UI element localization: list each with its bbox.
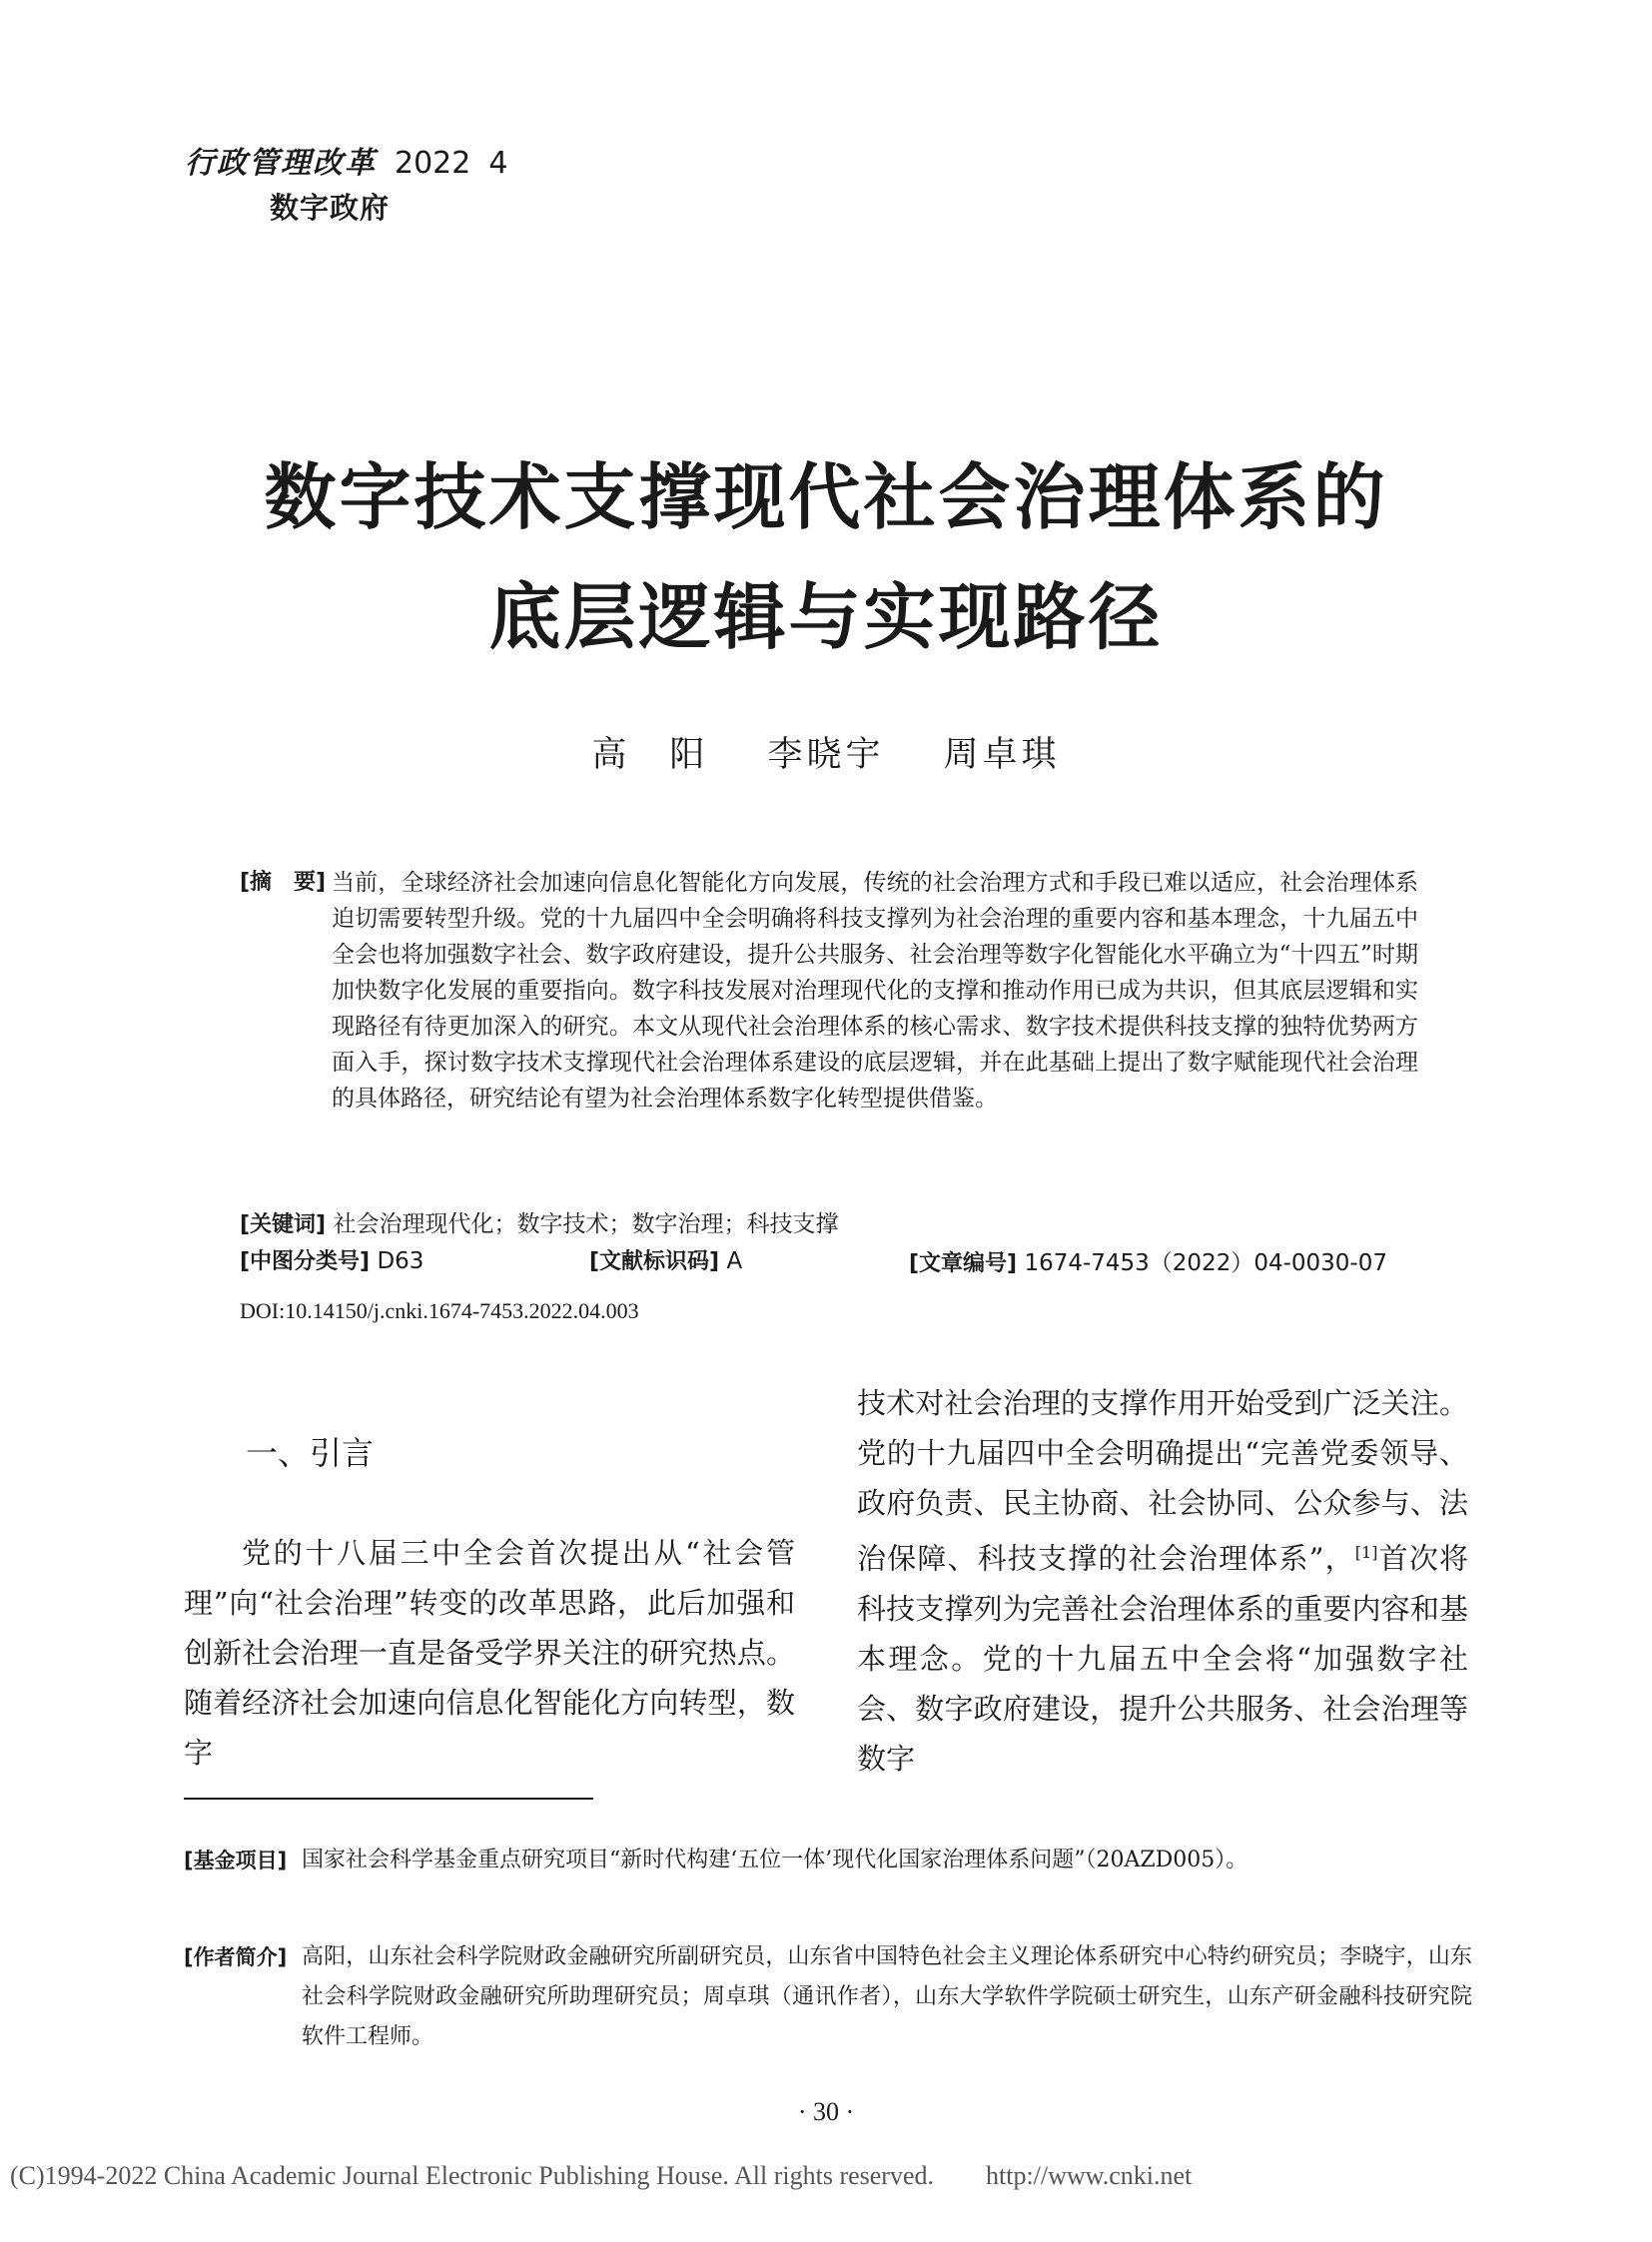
abstract-label: [摘 要] — [240, 870, 327, 895]
body-right-text-a: 技术对社会治理的支撑作用开始受到广泛关注。党的十九届四中全会明确提出“完善党委领导、政府负责、民主协商、社会协同、公众参与、法治保障、科技支撑的社会治理体系”， — [857, 1386, 1468, 1576]
journal-name: 行政管理改革 — [185, 146, 377, 181]
author-bio-label: [作者简介] — [184, 1945, 288, 1969]
doi: DOI:10.14150/j.cnki.1674-7453.2022.04.003 — [240, 1298, 639, 1323]
keywords-text: 社会治理现代化；数字技术；数字治理；科技支撑 — [333, 1211, 839, 1237]
journal-issue: 4 — [488, 146, 508, 181]
keywords — [240, 1206, 1418, 1243]
author-1: 高 阳 — [591, 735, 709, 775]
journal-header — [185, 138, 507, 182]
section-heading: 一、引言 — [246, 1434, 375, 1472]
doc-code-field — [589, 1244, 742, 1275]
abstract-text: 当前，全球经济社会加速向信息化智能化方向发展，传统的社会治理方式和手段已难以适应，社会治理体系迫切需要转型升级。党的十九届四中全会明确将科技支撑列为社会治理的重要内容和基本理念，十九届五中全会也将加强数字社会、数字政府建设，提升公共服务、社会治理等数字化智能化水平确立为“十四五”时期加快数字化发展的重要指向。数字科技发展对治理现代化的支撑和推动作用已成为共识，但其底层逻辑和实现路径有待更加深入的研究。本文从现代社会治理体系的核心需求、数字技术提供科技支撑的独特优势两方面入手，探讨数字技术支撑现代社会治理体系建设的底层逻辑，并在此基础上提出了数字赋能现代社会治理的具体路径，研究结论有望为社会治理体系数字化转型提供借鉴。 — [332, 870, 1418, 1112]
article-id-value: 1674-7453（2022）04-0030-07 — [1024, 1250, 1388, 1276]
body-right-paragraph — [857, 1378, 1468, 1784]
clc-field — [240, 1244, 423, 1275]
article-title-line-1: 数字技术支撑现代社会治理体系的 — [264, 455, 1388, 539]
clc-label: [中图分类号] — [240, 1249, 371, 1274]
body-left-paragraph: 党的十八届三中全会首次提出从“社会管理”向“社会治理”转变的改革思路，此后加强和创新社会治理一直是备受学界关注的研究热点。随着经济社会加速向信息化智能化方向转型，数字 — [184, 1536, 795, 1770]
clc-value: D63 — [377, 1248, 424, 1274]
doc-code-label: [文献标识码] — [589, 1249, 720, 1274]
footnote-divider — [184, 1798, 593, 1800]
body-right-text-b: 首次将科技支撑列为完善社会治理体系的重要内容和基本理念。党的十九届五中全会将“加强数字社会、数字政府建设，提升公共服务、社会治理等数字 — [857, 1541, 1468, 1776]
article-id-field — [909, 1244, 1387, 1277]
journal-year: 2022 — [395, 146, 471, 181]
funding-text: 国家社会科学基金重点研究项目“新时代构建‘五位一体’现代化国家治理体系问题”（20AZD005）。 — [302, 1848, 1248, 1872]
author-bio-text: 高阳，山东社会科学院财政金融研究所副研究员，山东省中国特色社会主义理论体系研究中心特约研究员；李晓宇，山东社会科学院财政金融研究所助理研究员；周卓琪（通讯作者），山东大学软件学院硕士研究生，山东产研金融科技研究院软件工程师。 — [302, 1944, 1472, 2049]
citation-ref: [1] — [1354, 1543, 1378, 1562]
copyright-notice: (C)1994-2022 China Academic Journal Electronic Publishing House. All rights reserved. http://www.cnki.net — [10, 2161, 1193, 2190]
article-title-line-2: 底层逻辑与实现路径 — [488, 575, 1164, 659]
page-number: · 30 · — [797, 2097, 855, 2126]
author-3: 周卓琪 — [943, 735, 1061, 775]
funding-note — [184, 1841, 1472, 1880]
keywords-label: [关键词] — [240, 1212, 327, 1237]
column-name: 数字政府 — [270, 191, 391, 225]
author-list — [0, 727, 1652, 777]
funding-label: [基金项目] — [184, 1849, 288, 1872]
author-2: 李晓宇 — [767, 735, 885, 775]
abstract — [240, 865, 1418, 1117]
author-bio-note — [184, 1937, 1472, 2057]
article-id-label: [文章编号] — [909, 1251, 1018, 1276]
doc-code-value: A — [726, 1248, 743, 1274]
